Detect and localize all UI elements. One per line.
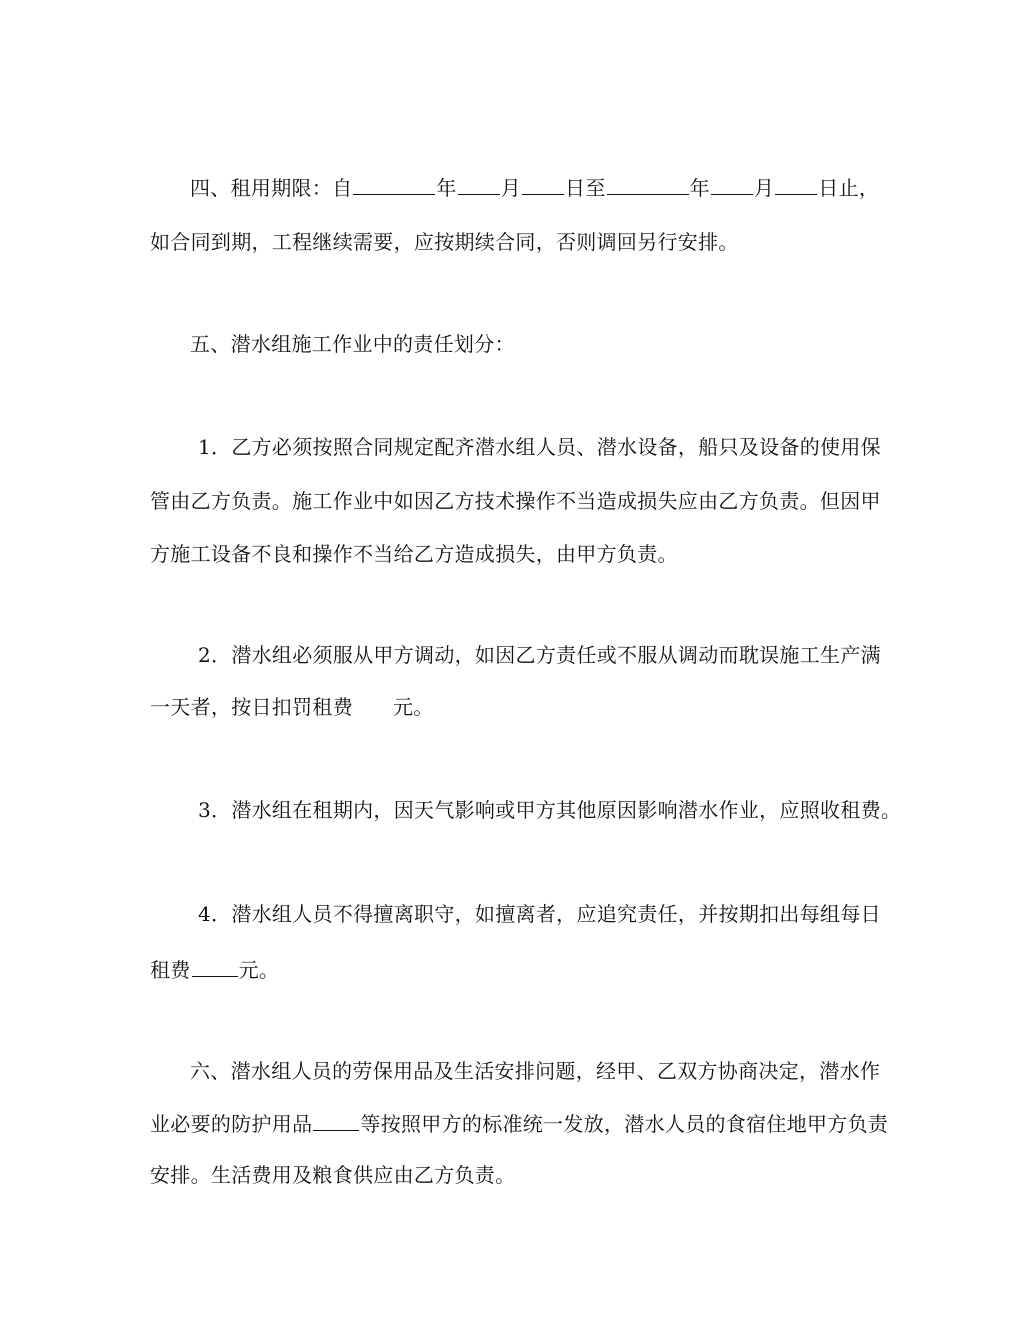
item-3-line-1: 3．潜水组在租期内，因天气影响或甲方其他原因影响潜水作业，应照收租费。 <box>198 798 902 822</box>
item-1-line-1: 1．乙方必须按照合同规定配齐潜水组人员、潜水设备，船只及设备的使用保 <box>198 435 881 459</box>
item-4-line-1: 4．潜水组人员不得擅离职守，如擅离者，应追究责任，并按期扣出每组每日 <box>198 902 881 926</box>
section-6-line-3: 安排。生活费用及粮食供应由乙方负责。 <box>150 1163 516 1187</box>
item-4-line-2-prefix: 租费 <box>150 958 191 982</box>
start-year-blank[interactable] <box>353 174 435 195</box>
section-4-year-2: 年 <box>689 176 710 200</box>
section-6-line-1: 六、潜水组人员的劳保用品及生活安排问题，经甲、乙双方协商决定，潜水作 <box>190 1059 881 1083</box>
section-4-line-1 <box>190 174 880 201</box>
item-2-line-2-suffix: 元。 <box>393 695 434 719</box>
daily-fee-blank[interactable] <box>192 956 238 977</box>
section-6-line-2-suffix: 等按照甲方的标准统一发放，潜水人员的食宿住地甲方负责 <box>360 1112 889 1136</box>
section-4-day-to: 日至 <box>565 176 606 200</box>
item-1-line-3: 方施工设备不良和操作不当给乙方造成损失，由甲方负责。 <box>150 542 678 566</box>
start-day-blank[interactable] <box>522 174 564 195</box>
end-year-blank[interactable] <box>607 174 689 195</box>
section-6-line-2 <box>150 1110 889 1137</box>
section-6-line-2-prefix: 业必要的防护用品 <box>150 1112 313 1136</box>
item-2-line-1: 2．潜水组必须服从甲方调动，如因乙方责任或不服从调动而耽误施工生产满 <box>198 643 881 667</box>
section-4-day-end: 日止， <box>818 176 880 200</box>
end-month-blank[interactable] <box>711 174 753 195</box>
protective-gear-blank[interactable] <box>313 1110 359 1131</box>
item-1-line-2: 管由乙方负责。施工作业中如因乙方技术操作不当造成损失应由乙方负责。但因甲 <box>150 489 881 513</box>
end-day-blank[interactable] <box>775 174 817 195</box>
section-4-prefix: 四、租用期限：自 <box>190 176 353 200</box>
section-4-month-1: 月 <box>500 176 522 200</box>
item-2-line-2 <box>150 694 875 720</box>
section-5-heading: 五、潜水组施工作业中的责任划分： <box>190 332 515 356</box>
fine-amount-space[interactable] <box>353 694 393 714</box>
item-4-line-2-suffix: 元。 <box>238 958 280 982</box>
section-4-line-2: 如合同到期，工程继续需要，应按期续合同，否则调回另行安排。 <box>150 230 739 254</box>
section-4-year-1: 年 <box>436 176 457 200</box>
item-4-line-2 <box>150 956 875 983</box>
section-4-month-2: 月 <box>753 176 775 200</box>
item-2-line-2-prefix: 一天者，按日扣罚租费 <box>150 695 353 719</box>
start-month-blank[interactable] <box>458 174 500 195</box>
